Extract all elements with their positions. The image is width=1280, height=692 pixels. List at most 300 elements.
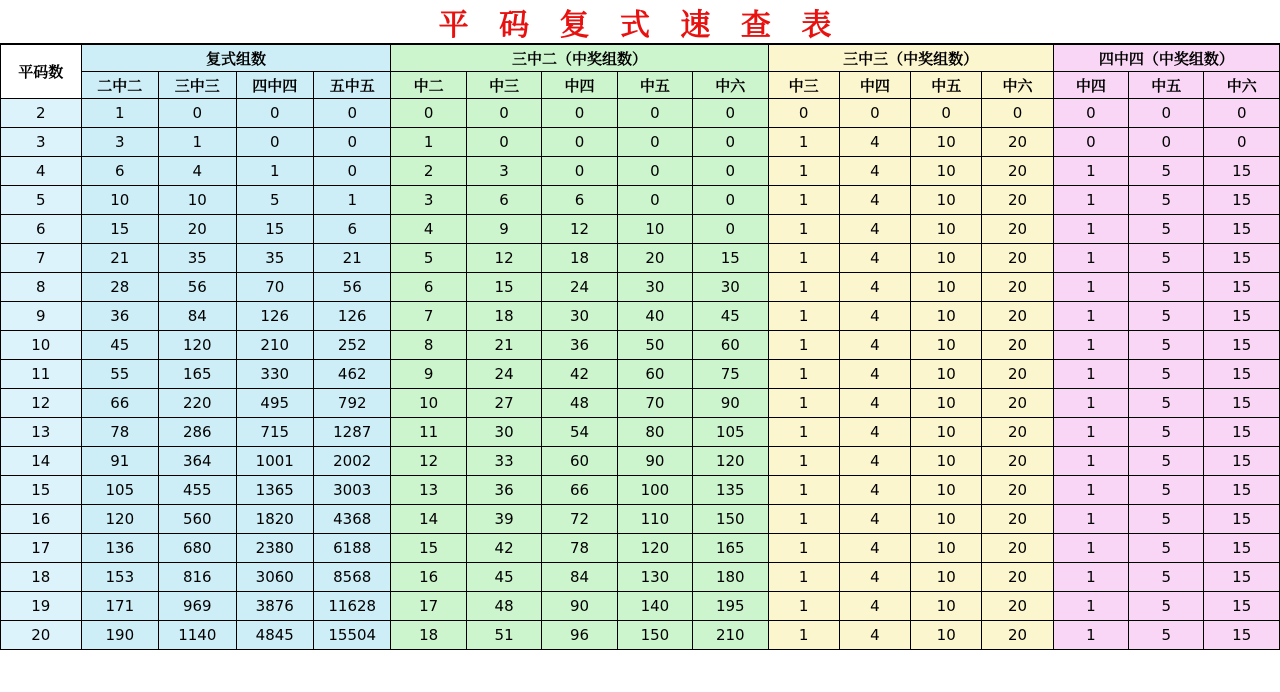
cell-fushi: 0 [159,99,236,128]
cell-sanzhonger: 15 [391,534,466,563]
cell-sizhongsi: 5 [1129,592,1204,621]
cell-sanzhongsan: 10 [911,244,982,273]
cell-fushi: 120 [159,331,236,360]
cell-sizhongsi: 15 [1204,389,1280,418]
cell-sanzhongsan: 1 [768,476,839,505]
cell-sanzhonger: 33 [466,447,541,476]
cell-sanzhongsan: 20 [982,244,1053,273]
cell-sanzhongsan: 10 [911,331,982,360]
cell-sanzhonger: 12 [466,244,541,273]
cell-fushi: 2002 [313,447,390,476]
cell-fushi: 1287 [313,418,390,447]
cell-sanzhonger: 6 [542,186,617,215]
cell-sizhongsi: 15 [1204,505,1280,534]
cell-sizhongsi: 15 [1204,215,1280,244]
cell-sanzhongsan: 4 [839,447,910,476]
cell-sizhongsi: 0 [1053,99,1128,128]
cell-sizhongsi: 15 [1204,592,1280,621]
cell-sanzhongsan: 4 [839,563,910,592]
cell-sanzhongsan: 10 [911,389,982,418]
table-row [1,505,1280,534]
cell-sanzhonger: 10 [617,215,692,244]
cell-sanzhonger: 50 [617,331,692,360]
cell-sizhongsi: 15 [1204,418,1280,447]
cell-sanzhonger: 140 [617,592,692,621]
cell-sanzhonger: 90 [542,592,617,621]
cell-fushi: 1820 [236,505,313,534]
row-header-cell: 9 [1,302,82,331]
cell-sanzhongsan: 10 [911,534,982,563]
table-row [1,621,1280,650]
group-header-row [1,45,1280,72]
cell-sanzhongsan: 4 [839,157,910,186]
cell-fushi: 21 [81,244,158,273]
cell-sizhongsi: 5 [1129,505,1204,534]
column-header: 中二 [391,72,466,99]
cell-sanzhonger: 24 [542,273,617,302]
cell-fushi: 715 [236,418,313,447]
cell-fushi: 560 [159,505,236,534]
row-header-cell: 19 [1,592,82,621]
row-header-cell: 16 [1,505,82,534]
cell-sanzhongsan: 10 [911,563,982,592]
cell-sanzhongsan: 20 [982,273,1053,302]
cell-sizhongsi: 5 [1129,476,1204,505]
cell-sanzhongsan: 4 [839,244,910,273]
column-header: 中三 [768,72,839,99]
cell-fushi: 0 [313,157,390,186]
cell-sizhongsi: 1 [1053,360,1128,389]
cell-fushi: 4845 [236,621,313,650]
cell-sanzhongsan: 20 [982,592,1053,621]
cell-sanzhonger: 42 [542,360,617,389]
cell-fushi: 55 [81,360,158,389]
cell-sizhongsi: 1 [1053,592,1128,621]
cell-sanzhonger: 18 [391,621,466,650]
cell-sanzhonger: 0 [617,128,692,157]
cell-fushi: 1 [236,157,313,186]
cell-fushi: 2380 [236,534,313,563]
cell-sanzhongsan: 1 [768,331,839,360]
cell-sanzhongsan: 1 [768,592,839,621]
cell-sanzhonger: 66 [542,476,617,505]
cell-sizhongsi: 1 [1053,215,1128,244]
table-row [1,273,1280,302]
cell-fushi: 6 [81,157,158,186]
cell-sanzhongsan: 1 [768,418,839,447]
cell-sanzhongsan: 1 [768,215,839,244]
cell-sizhongsi: 1 [1053,273,1128,302]
cell-sanzhongsan: 1 [768,186,839,215]
table-row [1,447,1280,476]
column-header: 中五 [617,72,692,99]
table-row [1,418,1280,447]
cell-sanzhongsan: 0 [982,99,1053,128]
cell-sanzhonger: 1 [391,128,466,157]
cell-sanzhonger: 0 [617,186,692,215]
cell-sanzhonger: 96 [542,621,617,650]
cell-fushi: 1 [81,99,158,128]
cell-sanzhongsan: 4 [839,360,910,389]
cell-sanzhonger: 14 [391,505,466,534]
cell-sanzhonger: 195 [693,592,768,621]
column-header: 中六 [1204,72,1280,99]
cell-sanzhongsan: 0 [911,99,982,128]
cell-fushi: 105 [81,476,158,505]
cell-fushi: 0 [313,99,390,128]
cell-sizhongsi: 5 [1129,389,1204,418]
cell-sizhongsi: 15 [1204,244,1280,273]
cell-sizhongsi: 0 [1129,128,1204,157]
cell-sanzhonger: 0 [542,128,617,157]
column-header: 二中二 [81,72,158,99]
cell-fushi: 495 [236,389,313,418]
row-header-cell: 17 [1,534,82,563]
cell-sanzhonger: 210 [693,621,768,650]
cell-sanzhongsan: 20 [982,534,1053,563]
cell-sanzhonger: 20 [617,244,692,273]
cell-fushi: 0 [313,128,390,157]
cell-fushi: 220 [159,389,236,418]
cell-sanzhonger: 100 [617,476,692,505]
cell-sanzhonger: 12 [391,447,466,476]
cell-fushi: 11628 [313,592,390,621]
row-header-label: 平码数 [1,45,82,99]
table-row [1,534,1280,563]
cell-sanzhongsan: 10 [911,273,982,302]
cell-sizhongsi: 15 [1204,157,1280,186]
table-row [1,592,1280,621]
cell-sanzhonger: 30 [542,302,617,331]
cell-sizhongsi: 1 [1053,244,1128,273]
column-header: 五中五 [313,72,390,99]
cell-sanzhongsan: 20 [982,418,1053,447]
cell-sanzhongsan: 20 [982,157,1053,186]
column-header-row [1,72,1280,99]
cell-sanzhongsan: 10 [911,215,982,244]
cell-fushi: 78 [81,418,158,447]
cell-sanzhonger: 150 [617,621,692,650]
cell-sizhongsi: 1 [1053,157,1128,186]
cell-sanzhonger: 45 [693,302,768,331]
cell-sanzhonger: 16 [391,563,466,592]
cell-sanzhonger: 9 [466,215,541,244]
cell-fushi: 210 [236,331,313,360]
cell-sanzhonger: 54 [542,418,617,447]
cell-sanzhongsan: 4 [839,621,910,650]
cell-sizhongsi: 5 [1129,331,1204,360]
cell-sanzhonger: 11 [391,418,466,447]
cell-fushi: 15 [81,215,158,244]
cell-sanzhongsan: 1 [768,621,839,650]
cell-sanzhonger: 30 [466,418,541,447]
cell-sanzhongsan: 0 [839,99,910,128]
cell-sanzhonger: 0 [693,215,768,244]
cell-sanzhongsan: 4 [839,302,910,331]
cell-sanzhonger: 17 [391,592,466,621]
table-row [1,186,1280,215]
cell-fushi: 66 [81,389,158,418]
cell-fushi: 1 [313,186,390,215]
cell-fushi: 816 [159,563,236,592]
cell-sanzhongsan: 1 [768,447,839,476]
cell-sanzhongsan: 20 [982,447,1053,476]
cell-sanzhongsan: 4 [839,273,910,302]
row-header-cell: 11 [1,360,82,389]
cell-fushi: 286 [159,418,236,447]
cell-sizhongsi: 1 [1053,302,1128,331]
cell-sanzhonger: 105 [693,418,768,447]
cell-sanzhongsan: 20 [982,563,1053,592]
table-row [1,563,1280,592]
cell-sanzhongsan: 1 [768,534,839,563]
row-header-cell: 3 [1,128,82,157]
cell-fushi: 5 [236,186,313,215]
cell-fushi: 455 [159,476,236,505]
cell-fushi: 1365 [236,476,313,505]
cell-fushi: 70 [236,273,313,302]
cell-sizhongsi: 5 [1129,273,1204,302]
cell-sanzhongsan: 1 [768,244,839,273]
cell-sanzhonger: 135 [693,476,768,505]
row-header-cell: 20 [1,621,82,650]
cell-sizhongsi: 15 [1204,476,1280,505]
cell-fushi: 91 [81,447,158,476]
table-head [1,45,1280,99]
cell-sanzhongsan: 10 [911,302,982,331]
cell-sanzhonger: 0 [617,157,692,186]
cell-sanzhonger: 0 [693,99,768,128]
cell-sanzhonger: 72 [542,505,617,534]
cell-sizhongsi: 0 [1204,99,1280,128]
cell-sanzhongsan: 10 [911,186,982,215]
cell-sanzhonger: 120 [693,447,768,476]
cell-sanzhongsan: 20 [982,128,1053,157]
cell-sanzhonger: 51 [466,621,541,650]
cell-sanzhonger: 60 [693,331,768,360]
cell-sanzhonger: 30 [693,273,768,302]
cell-sanzhonger: 39 [466,505,541,534]
column-header: 三中三 [159,72,236,99]
cell-sanzhongsan: 10 [911,476,982,505]
cell-sanzhonger: 45 [466,563,541,592]
cell-fushi: 680 [159,534,236,563]
cell-fushi: 10 [81,186,158,215]
cell-sanzhonger: 0 [693,128,768,157]
row-header-cell: 2 [1,99,82,128]
cell-sizhongsi: 5 [1129,215,1204,244]
cell-sanzhonger: 36 [466,476,541,505]
cell-sanzhonger: 130 [617,563,692,592]
cell-fushi: 21 [313,244,390,273]
cell-sanzhongsan: 1 [768,389,839,418]
cell-fushi: 792 [313,389,390,418]
cell-sanzhonger: 70 [617,389,692,418]
column-header: 中三 [466,72,541,99]
cell-fushi: 28 [81,273,158,302]
cell-sizhongsi: 5 [1129,244,1204,273]
cell-sanzhonger: 3 [466,157,541,186]
row-header-cell: 7 [1,244,82,273]
row-header-cell: 18 [1,563,82,592]
cell-sizhongsi: 5 [1129,302,1204,331]
cell-sizhongsi: 5 [1129,418,1204,447]
cell-fushi: 6 [313,215,390,244]
cell-sanzhongsan: 10 [911,157,982,186]
column-header: 中五 [1129,72,1204,99]
cell-sanzhongsan: 4 [839,331,910,360]
cell-sanzhonger: 6 [466,186,541,215]
cell-fushi: 15 [236,215,313,244]
cell-fushi: 56 [159,273,236,302]
cell-sanzhongsan: 20 [982,331,1053,360]
group-header-fushi: 复式组数 [81,45,391,72]
cell-sanzhonger: 7 [391,302,466,331]
cell-sanzhongsan: 4 [839,476,910,505]
cell-fushi: 120 [81,505,158,534]
cell-sizhongsi: 1 [1053,621,1128,650]
cell-fushi: 165 [159,360,236,389]
cell-fushi: 3003 [313,476,390,505]
cell-fushi: 3060 [236,563,313,592]
cell-sanzhonger: 42 [466,534,541,563]
cell-sanzhongsan: 10 [911,592,982,621]
table-row [1,244,1280,273]
cell-sizhongsi: 5 [1129,563,1204,592]
cell-sanzhonger: 18 [466,302,541,331]
cell-fushi: 15504 [313,621,390,650]
cell-fushi: 84 [159,302,236,331]
cell-fushi: 6188 [313,534,390,563]
cell-sizhongsi: 15 [1204,331,1280,360]
cell-fushi: 4368 [313,505,390,534]
cell-sizhongsi: 5 [1129,447,1204,476]
cell-sanzhongsan: 4 [839,389,910,418]
column-header: 中四 [542,72,617,99]
column-header: 中四 [839,72,910,99]
cell-sanzhonger: 120 [617,534,692,563]
column-header: 四中四 [236,72,313,99]
cell-sanzhonger: 8 [391,331,466,360]
cell-fushi: 126 [236,302,313,331]
lookup-table [0,44,1280,650]
cell-sanzhonger: 13 [391,476,466,505]
cell-sanzhongsan: 4 [839,534,910,563]
cell-sanzhonger: 36 [542,331,617,360]
row-header-cell: 15 [1,476,82,505]
cell-sanzhongsan: 10 [911,360,982,389]
cell-sanzhonger: 5 [391,244,466,273]
cell-fushi: 10 [159,186,236,215]
cell-sanzhongsan: 4 [839,186,910,215]
cell-sizhongsi: 5 [1129,360,1204,389]
cell-fushi: 1 [159,128,236,157]
cell-fushi: 56 [313,273,390,302]
row-header-cell: 14 [1,447,82,476]
cell-fushi: 20 [159,215,236,244]
cell-fushi: 1140 [159,621,236,650]
cell-sanzhonger: 0 [466,128,541,157]
cell-sanzhonger: 12 [542,215,617,244]
cell-fushi: 171 [81,592,158,621]
table-row [1,302,1280,331]
cell-fushi: 36 [81,302,158,331]
cell-sanzhongsan: 10 [911,447,982,476]
cell-sanzhonger: 15 [693,244,768,273]
cell-sanzhonger: 0 [542,157,617,186]
cell-sanzhongsan: 1 [768,273,839,302]
cell-sanzhongsan: 10 [911,505,982,534]
cell-sanzhongsan: 10 [911,128,982,157]
cell-sizhongsi: 0 [1129,99,1204,128]
cell-sanzhongsan: 20 [982,186,1053,215]
cell-sanzhonger: 150 [693,505,768,534]
cell-sanzhonger: 165 [693,534,768,563]
cell-sanzhongsan: 20 [982,505,1053,534]
row-header-cell: 13 [1,418,82,447]
cell-sizhongsi: 1 [1053,476,1128,505]
cell-sanzhongsan: 1 [768,157,839,186]
cell-sanzhonger: 4 [391,215,466,244]
cell-sanzhonger: 48 [466,592,541,621]
table-row [1,128,1280,157]
cell-fushi: 330 [236,360,313,389]
table-row [1,389,1280,418]
cell-sizhongsi: 15 [1204,447,1280,476]
cell-sanzhonger: 24 [466,360,541,389]
cell-sanzhonger: 75 [693,360,768,389]
table-body [1,99,1280,650]
row-header-cell: 6 [1,215,82,244]
cell-sanzhongsan: 1 [768,360,839,389]
cell-sanzhonger: 60 [617,360,692,389]
cell-sanzhonger: 21 [466,331,541,360]
row-header-cell: 8 [1,273,82,302]
cell-sanzhongsan: 4 [839,592,910,621]
row-header-cell: 10 [1,331,82,360]
cell-fushi: 8568 [313,563,390,592]
cell-sanzhongsan: 4 [839,418,910,447]
cell-sanzhonger: 2 [391,157,466,186]
cell-sizhongsi: 5 [1129,186,1204,215]
page-title-bar [0,0,1280,44]
cell-sizhongsi: 1 [1053,186,1128,215]
cell-fushi: 190 [81,621,158,650]
cell-fushi: 35 [159,244,236,273]
cell-sizhongsi: 1 [1053,389,1128,418]
cell-sanzhongsan: 20 [982,476,1053,505]
group-header-sizhongsi: 四中四（中奖组数） [1053,45,1279,72]
row-header-cell: 4 [1,157,82,186]
table-row [1,476,1280,505]
cell-fushi: 252 [313,331,390,360]
cell-sizhongsi: 1 [1053,534,1128,563]
cell-sanzhonger: 80 [617,418,692,447]
cell-sanzhonger: 0 [693,157,768,186]
cell-sanzhonger: 0 [466,99,541,128]
cell-sanzhonger: 78 [542,534,617,563]
cell-sizhongsi: 1 [1053,505,1128,534]
cell-fushi: 4 [159,157,236,186]
column-header: 中六 [982,72,1053,99]
cell-sanzhongsan: 20 [982,360,1053,389]
table-row [1,157,1280,186]
row-header-cell: 5 [1,186,82,215]
cell-sizhongsi: 1 [1053,331,1128,360]
cell-fushi: 364 [159,447,236,476]
cell-fushi: 0 [236,128,313,157]
group-header-sanzhonger: 三中二（中奖组数） [391,45,768,72]
